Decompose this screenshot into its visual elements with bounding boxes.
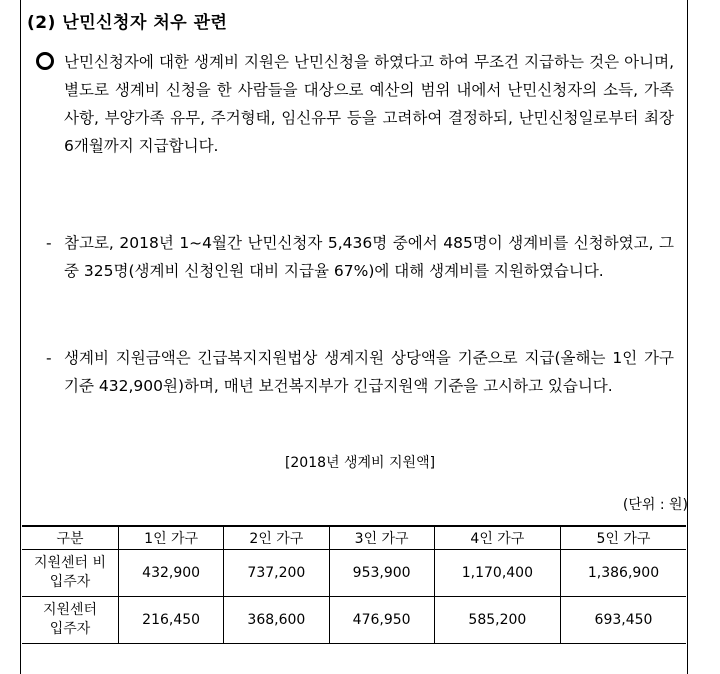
table-header-row [22, 526, 686, 550]
table-cell: 585,200 [434, 597, 560, 644]
circle-bullet-icon [36, 52, 54, 70]
table-cell: 737,200 [224, 550, 329, 597]
table-cell: 432,900 [119, 550, 224, 597]
table-cell: 476,950 [329, 597, 434, 644]
table-caption: [2018년 생계비 지원액] [284, 455, 436, 471]
table-cell: 953,900 [329, 550, 434, 597]
row-label-line: 지원센터 [42, 602, 98, 618]
table-unit: (단위 : 원) [622, 497, 688, 513]
row-label-line: 지원센터 비 [33, 555, 107, 571]
table-header-cell: 2인 가구 [224, 526, 329, 550]
table-cell: 1,386,900 [561, 550, 686, 597]
table-header-cell: 1인 가구 [119, 526, 224, 550]
table-cell: 216,450 [119, 597, 224, 644]
row-label-line: 입주자 [49, 574, 91, 590]
table-cell: 368,600 [224, 597, 329, 644]
table-row [22, 550, 686, 597]
paragraph-main: 난민신청자에 대한 생계비 지원은 난민신청을 하였다고 하여 무조건 지급하는 것은 아니며, 별도로 생계비 신청을 한 사람들을 대상으로 예산의 범위 내에서 난민신청자의 소득, 가족사항, 부양가족 유무, 주거형태, 임신유무 등을 고려하여 결정하되, 난민신청일로부터 최장 6개월까지 지급합니다. [64, 53, 674, 155]
table-header-cell: 3인 가구 [329, 526, 434, 550]
paragraph-amount: 생계비 지원금액은 긴급복지지원법상 생계지원 상당액을 기준으로 지급(올해는 1인 가구 기준 432,900원)하며, 매년 보건복지부가 긴급지원액 기준을 고시하고 있습니다. [64, 349, 674, 395]
table-row [22, 597, 686, 644]
table-header-cell: 4인 가구 [434, 526, 560, 550]
table-cell: 693,450 [561, 597, 686, 644]
table-header-cell: 5인 가구 [561, 526, 686, 550]
table-cell: 1,170,400 [434, 550, 560, 597]
row-label [22, 550, 119, 597]
paragraph-reference: 참고로, 2018년 1~4월간 난민신청자 5,436명 중에서 485명이 생계비를 신청하였고, 그 중 325명(생계비 신청인원 대비 지급율 67%)에 대해 생계비를 지원하였습니다. [64, 234, 674, 280]
support-amount-table [22, 525, 686, 644]
dash-marker: - [46, 234, 52, 252]
row-label-line: 입주자 [49, 621, 91, 637]
section-heading: (2) 난민신청자 처우 관련 [27, 13, 228, 33]
row-label [22, 597, 119, 644]
table-header-cell: 구분 [22, 526, 119, 550]
dash-marker: - [46, 349, 52, 367]
